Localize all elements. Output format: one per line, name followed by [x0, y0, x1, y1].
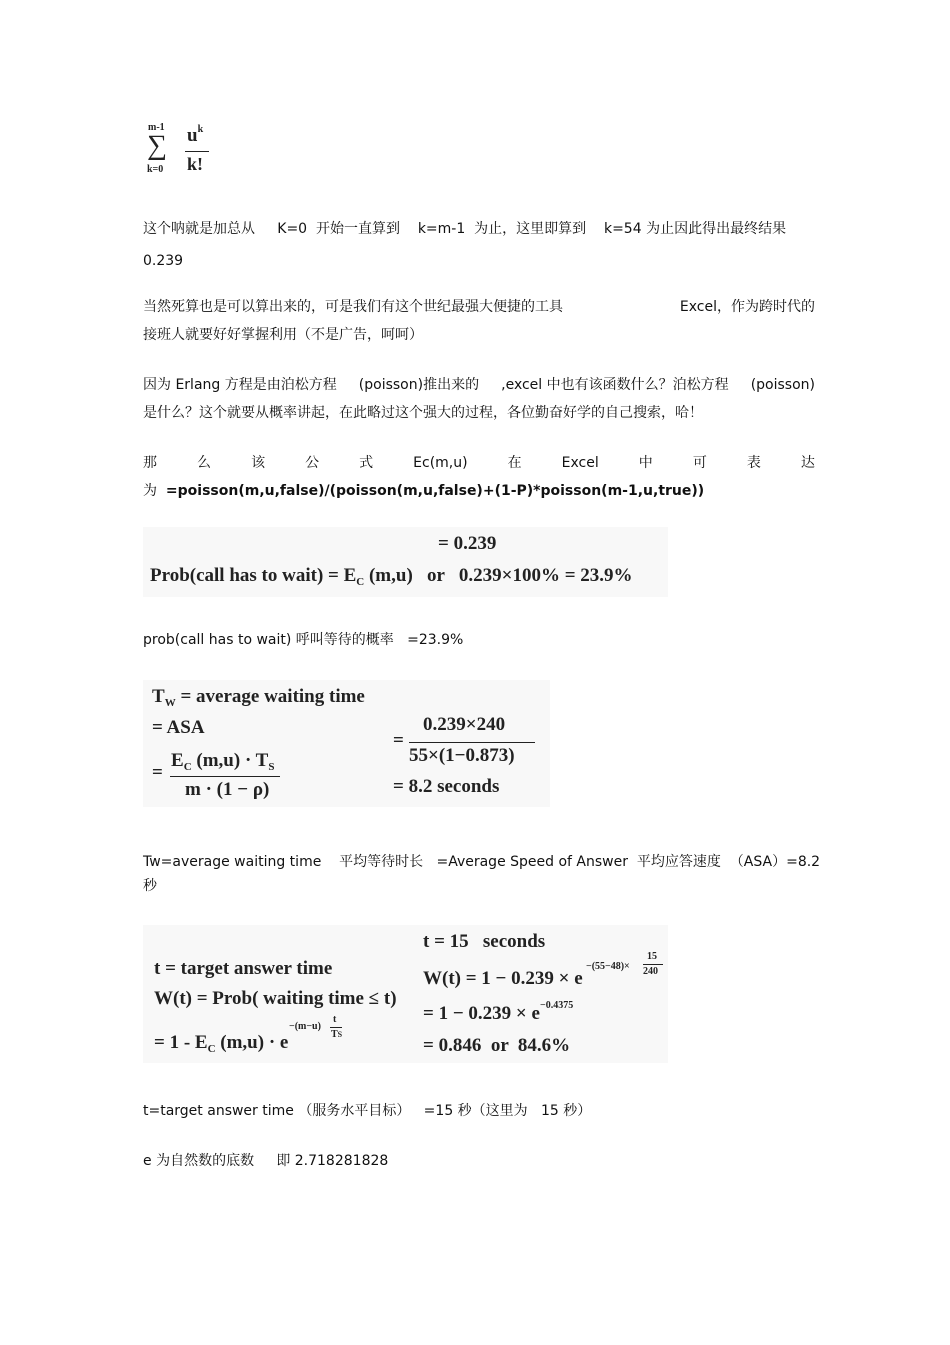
tw-right-numerator: 0.239×240 — [423, 714, 506, 735]
tw-line-3-numerator: $E_C$ $(m,u) \cdot T_S$ — [171, 750, 275, 773]
text-run: k=54 — [603, 221, 642, 237]
tw-line-3-denominator: m · (1 − ρ) — [185, 779, 270, 800]
prob-formula-line: Prob(call has to wait) = $E_C$ (m,u) or 0.239×100% = 23.9% — [150, 565, 633, 588]
paragraph-line — [143, 477, 815, 505]
text-run: 这个呐就是加总从 — [143, 221, 255, 237]
wt-left-exp-frac-den: TS — [331, 1029, 343, 1040]
prob-formula-image — [143, 527, 668, 597]
sum-lower-limit: k=0 — [147, 164, 164, 175]
text-run: (poisson) — [750, 377, 815, 393]
wt-right-line-2: W(t) = 1 − 0.239 × e — [423, 968, 583, 989]
tw-line-3-eq: = — [152, 762, 163, 783]
text-run: Ec(m,u) — [413, 455, 468, 471]
tw-formula-image — [143, 680, 550, 807]
paragraph-excel-tool — [143, 293, 815, 349]
paragraph-line: 是什么？这个就要从概率讲起，在此略过这个强大的过程，各位勤奋好学的自己搜索，哈！ — [143, 405, 703, 421]
wt-formula-image — [143, 925, 668, 1063]
tw-right-denominator: 55×(1−0.873) — [409, 745, 515, 766]
wt-left-line-3: = $1 - E_C$ (m,u) · e — [154, 1032, 289, 1055]
summation-formula — [143, 120, 213, 180]
paragraph-prob-result: prob(call has to wait) 呼叫等待的概率 =23.9% — [143, 632, 464, 648]
tw-fraction-line — [170, 776, 280, 777]
wt-left-exp-frac-num: t — [333, 1014, 337, 1025]
wt-left-line-1: t = target answer time — [154, 958, 333, 979]
text-run: 可 — [692, 455, 707, 471]
paragraph-line — [143, 449, 815, 477]
prob-formula-top: = 0.239 — [438, 533, 497, 554]
text-run: 公 — [305, 455, 320, 471]
text-run: 该 — [251, 455, 266, 471]
text-run: ,excel 中也有该函数什么？泊松方程 — [501, 377, 729, 393]
tw-right-result: = 8.2 seconds — [393, 776, 500, 797]
sigma-symbol: ∑ — [147, 130, 167, 161]
wt-right-exp-frac-den: 240 — [643, 966, 658, 977]
text-run: Excel，作为跨时代的 — [679, 299, 815, 315]
text-run: 为止，这里即算到 — [474, 221, 587, 237]
sum-numerator: $u^k$ — [187, 124, 204, 146]
wt-left-exp-frac-line — [330, 1027, 342, 1028]
wt-right-exponent: −(55−48)× — [586, 961, 630, 972]
text-run: 为止因此得出最终结果 — [646, 221, 787, 237]
text-run: K=0 — [277, 221, 308, 237]
text-run: 中 — [638, 455, 653, 471]
tw-right-eq: = — [393, 730, 404, 751]
paragraph-line — [143, 293, 815, 321]
wt-left-exponent: −(m−u) — [289, 1021, 321, 1032]
excel-formula-text: =poisson(m,u,false)/(poisson(m,u,false)+(1-P)*poisson(m-1,u,true)) — [165, 483, 705, 499]
paragraph-line — [143, 215, 815, 243]
paragraph-line — [143, 371, 815, 399]
tw-line-1: $T_W$ = average waiting time — [152, 686, 365, 709]
paragraph-poisson — [143, 371, 815, 427]
text-run: 为 — [143, 483, 157, 499]
paragraph-excel-formula — [143, 449, 815, 505]
text-run: 开始一直算到 — [316, 221, 400, 237]
tw-line-2: = ASA — [152, 717, 205, 738]
sum-denominator: k! — [187, 154, 204, 174]
tw-right-fraction-line — [409, 742, 535, 743]
paragraph-tw-result — [143, 848, 821, 900]
text-run: k=m-1 — [417, 221, 466, 237]
wt-right-line-4: = 0.846 or 84.6% — [423, 1035, 571, 1056]
paragraph-target-time: t=target answer time （服务水平目标） =15 秒（这里为 15 秒） — [143, 1103, 592, 1119]
paragraph-line: 接班人就要好好掌握利用（不是广告，呵呵） — [143, 327, 423, 343]
wt-right-exp-frac-line — [643, 964, 663, 965]
text-run: Excel — [561, 455, 599, 471]
text-run: (poisson)推出来的 — [358, 377, 480, 393]
paragraph-line: 秒 — [143, 878, 157, 894]
paragraph-sum-explanation — [143, 215, 815, 275]
wt-left-line-2: W(t) = Prob( waiting time ≤ t) — [154, 988, 397, 1009]
paragraph-euler-number: e 为自然数的底数 即 2.718281828 — [143, 1153, 389, 1169]
text-run: 达 — [800, 455, 815, 471]
paragraph-line: Tw=average waiting time 平均等待时长 =Average Speed of Answer 平均应答速度 （ASA）=8.2 — [143, 854, 821, 870]
wt-right-line-3-exponent: −0.4375 — [540, 1000, 574, 1011]
sum-upper-limit: m-1 — [148, 122, 165, 133]
text-run: 当然死算也是可以算出来的，可是我们有这个世纪最强大便捷的工具 — [143, 299, 563, 315]
sum-fraction-line — [185, 151, 209, 152]
text-run: 那 — [143, 455, 157, 471]
wt-right-line-3: = 1 − 0.239 × e — [423, 1003, 540, 1024]
wt-right-exp-frac-num: 15 — [647, 951, 657, 962]
wt-right-line-1: t = 15 seconds — [423, 931, 546, 952]
text-run: 表 — [746, 455, 761, 471]
paragraph-line: 0.239 — [143, 253, 184, 269]
text-run: 在 — [507, 455, 522, 471]
text-run: 因为 Erlang 方程是由泊松方程 — [143, 377, 337, 393]
text-run: 么 — [197, 455, 212, 471]
text-run: 式 — [359, 455, 374, 471]
